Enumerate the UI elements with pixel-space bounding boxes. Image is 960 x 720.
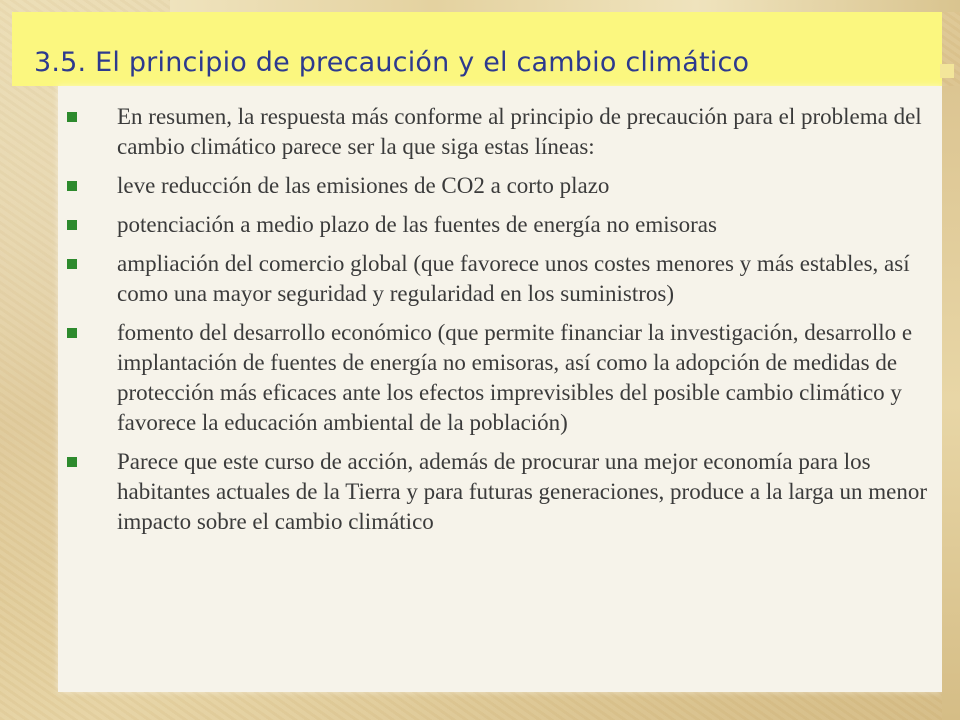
bullet-item <box>58 447 938 537</box>
bullet-text: Parece que este curso de acción, además de procurar una mejor economía para los habitantes actuales de la Tierra y para futuras generaciones, produce a la larga un menor impacto sobre el cambio climático <box>117 449 927 534</box>
square-bullet-icon <box>67 112 77 122</box>
bullet-text: leve reducción de las emisiones de CO2 a corto plazo <box>117 173 610 198</box>
decorative-side-strip <box>942 86 960 720</box>
bullet-list <box>58 102 938 546</box>
bullet-item <box>58 318 938 438</box>
bullet-text: En resumen, la respuesta más conforme al principio de precaución para el problema del cambio climático parece ser la que siga estas líneas: <box>117 104 922 159</box>
bullet-text: ampliación del comercio global (que favorece unos costes menores y más estables, así como una mayor seguridad y regularidad en los suministros) <box>117 251 910 306</box>
bullet-item <box>58 171 938 201</box>
square-bullet-icon <box>67 328 77 338</box>
bullet-item <box>58 249 938 309</box>
square-bullet-icon <box>67 457 77 467</box>
bullet-item <box>58 102 938 162</box>
decorative-title-tab <box>940 64 954 78</box>
square-bullet-icon <box>67 181 77 191</box>
slide-title: 3.5. El principio de precaución y el cambio climático <box>34 47 750 78</box>
decorative-top-band <box>170 0 960 12</box>
bullet-text: fomento del desarrollo económico (que permite financiar la investigación, desarrollo e implantación de fuentes de energía no emisoras, así como la adopción de medidas de protección más eficaces ante los efectos imprevisibles del posible cambio climático y favorece la educación ambiental de la población) <box>117 320 913 435</box>
bullet-text: potenciación a medio plazo de las fuentes de energía no emisoras <box>117 212 717 237</box>
square-bullet-icon <box>67 259 77 269</box>
bullet-item <box>58 210 938 240</box>
square-bullet-icon <box>67 220 77 230</box>
title-bar <box>12 12 942 86</box>
